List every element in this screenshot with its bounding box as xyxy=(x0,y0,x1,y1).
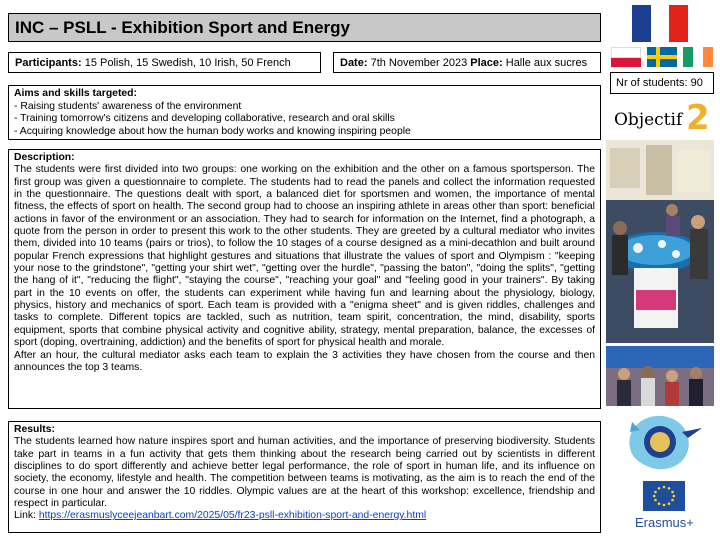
participants-label: Participants: xyxy=(15,57,82,69)
objectif-label: Objectif xyxy=(614,110,683,130)
aims-item: - Acquiring knowledge about how the human body works and knowing inspiring people xyxy=(14,125,411,137)
aims-box xyxy=(8,85,601,140)
participants-box xyxy=(8,52,321,73)
page-title: INC – PSLL - Exhibition Sport and Energy xyxy=(15,18,350,37)
aims-item: - Raising students' awareness of the environment xyxy=(14,100,242,112)
place-value: Halle aux sucres xyxy=(505,57,588,69)
results-paragraph: The students learned how nature inspires sport and human activities, and the importance of preserving biodiversity. Students take part in teams in a fun activity that gets them thinking about the research being carried out by scientists in different disciplines to do sport differently and achieve better legal performance, the role of sport in human life, and its influence on society, the economy, lifestyle and health. The competition between teams is motivating, as the aim is to reach the end of the course in one hour and answer the 10 riddles. Olympic values are at the heart of this workshop: excellence, friendship and respect in particular. xyxy=(14,436,595,510)
title-banner xyxy=(8,13,601,42)
project-link[interactable]: https://erasmuslyceejeanbart.com/2025/05/fr23-psll-exhibition-sport-and-energy.html xyxy=(38,510,427,522)
date-value: 7th November 2023 xyxy=(370,57,468,69)
link-label: Link: xyxy=(14,510,39,522)
exhibition-photo xyxy=(606,140,714,343)
results-heading: Results: xyxy=(14,424,55,435)
school-logo-icon xyxy=(622,410,704,474)
irish-flag-icon xyxy=(683,47,713,67)
eu-flag-icon xyxy=(643,481,685,511)
students-count: Nr of students: 90 xyxy=(616,77,703,89)
students-count-box xyxy=(610,72,714,94)
students-photo xyxy=(606,346,714,406)
description-box xyxy=(8,149,601,409)
date-place-box xyxy=(333,52,601,73)
place-label: Place: xyxy=(470,57,503,69)
french-flag-icon xyxy=(632,5,688,42)
description-paragraph: The students were first divided into two groups: one working on the exhibition and the other on a famous sportsperson. The first group was given a questionnaire to complete. The students had to read the panels and collect the information requested in the questionnaire. The questions dealt with sport, a balanced diet for sportsmen and women, the importance of mental fitness, the effects of sport on health. The second group had to choose an inspiring athlete in areas other than sport: beneficial actions in favor of the environment or an association. They had to search for information on the Internet, find a photograph, a quote from the person in order to present this work to the other students. They are greeted by a cultural mediator who invites them, divided into 10 teams (pairs or trios), to follow the 10 stages of a course designed as a mini-decathlon and built around popular French expressions that highlight gestures and situations that illustrate the values of sport and Olympism : "keeping your nose to the grindstone", "getting your shirt wet", "getting over the hurdle", "passing the baton", "doing the splits", "getting the hang of it", "reducing the flight", "staying the course", "reaching your goal" and "feeling good in your trainers". By taking part in the 10 events on offer, the students can experiment while having fun and learning about the physiology, biology, physics, history and mechanics of sport. Each team is provided with a "enigma sheet" and is given riddles, challenges and tasks to complete. Different topics are tackled, such as nutrition, team spirit, concentration, the mind, disability, sports equipment, sports that combine physical activity and cognitive ability, strategy, mental preparation, balance, the excesses of sport (doping, overtraining, addiction) and the benefits of sport for physical health and morale. xyxy=(14,164,595,349)
erasmus-label: Erasmus+ xyxy=(635,515,694,530)
aims-item: - Training tomorrow's citizens and developing collaborative, research and oral skills xyxy=(14,113,395,125)
objectif-number: 2 xyxy=(686,98,710,138)
results-box xyxy=(8,421,601,533)
description-paragraph: After an hour, the cultural mediator asks each team to explain the 3 activities they have chosen from the course and then announces the top 3 teams. xyxy=(14,349,595,373)
participants-value: 15 Polish, 15 Swedish, 10 Irish, 50 French xyxy=(84,57,291,69)
description-heading: Description: xyxy=(14,152,75,163)
polish-flag-icon xyxy=(611,47,641,67)
date-label: Date: xyxy=(340,57,368,69)
aims-heading: Aims and skills targeted: xyxy=(14,88,137,99)
swedish-flag-icon xyxy=(647,47,677,67)
